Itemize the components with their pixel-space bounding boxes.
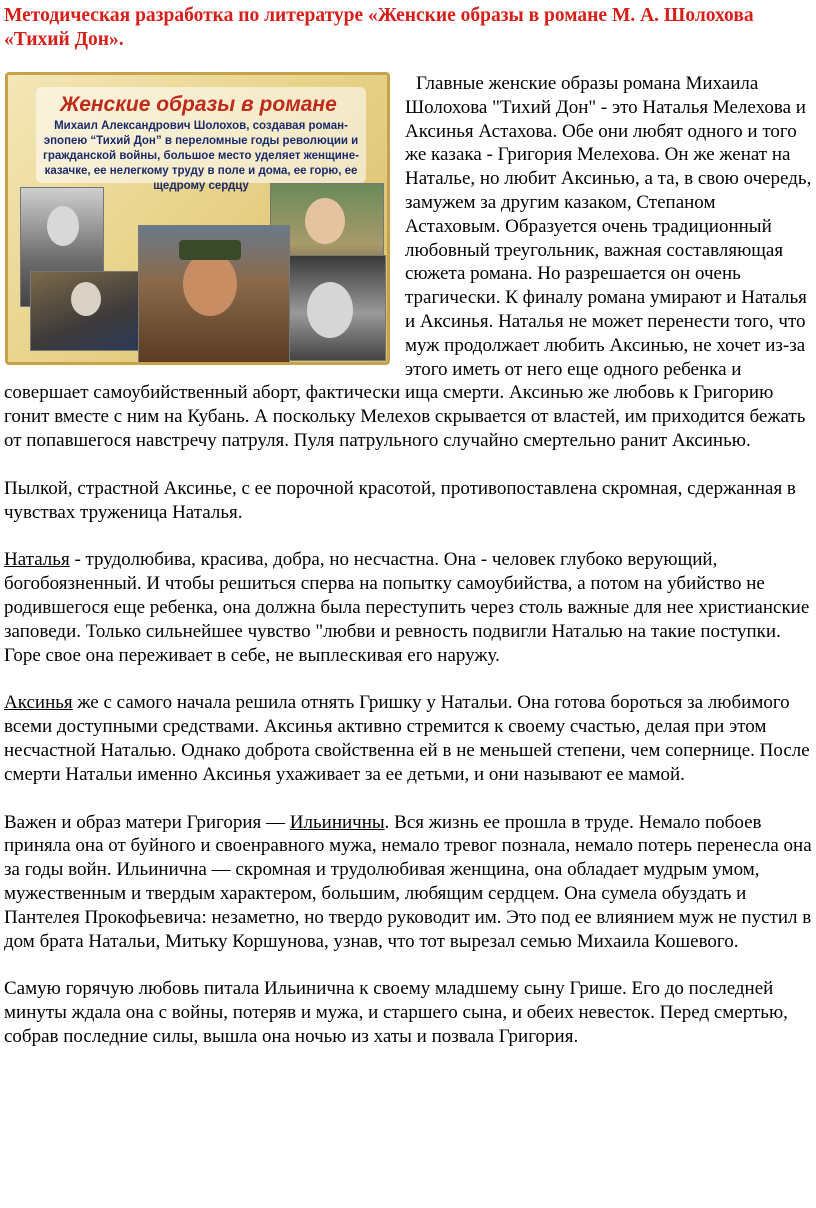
paragraph-ilyinichna xyxy=(4,811,812,954)
link-natalya[interactable]: Наталья xyxy=(4,549,70,571)
link-aksinya[interactable]: Аксинья xyxy=(4,692,73,714)
paragraph-contrast: Пылкой, страстной Аксинье, с ее порочной красотой, противопоставлена скромная, сдержанная в чувствах труженица Наталья. xyxy=(4,477,796,523)
article-body xyxy=(4,72,812,1073)
paragraph-ilyinichna-text: . Вся жизнь ее прошла в труде. Немало побоев приняла она от буйного и своенравного мужа, немало тревог познала, немало потерь перенесла она за годы войн. Ильинична — скромная и трудолюбивая женщина, она обладает мудрым умом, мужественным и твердым характером, большим, любящим сердцем. Она сумела обуздать и Пантелея Прокофьевича: незаметно, но твердо руководит им. Это под ее влиянием муж не пустил в дом брата Натальи, Митьку Коршунова, узнав, что тот вырезал семью Михаила Кошевого. xyxy=(4,811,812,952)
collage-caption: Михаил Александрович Шолохов, создавая роман-эпопею “Тихий Дон” в переломные годы революции и гражданской войны, большое место уделяет женщине-казачке, ее нелегкому труду в поле и дома, ее горю, ее щедрому сердцу xyxy=(43,120,359,192)
collage-heading: Женские образы в романе xyxy=(60,93,337,116)
paragraph-ilyinichna-start: Важен и образ матери Григория — xyxy=(4,811,290,833)
paragraph-natalya-text: - трудолюбива, красива, добра, но несчастна. Она - человек глубоко верующий, богобоязненный. И чтобы решиться сперва на попытку самоубийства, а потом на убийство не родившегося еще ребенка, она должна была переступить через столь важные для нее христианские заповеди. Только сильнейшее чувство "любви и ревность подвигли Наталью на такие поступки. Горе свое она переживает в себе, не выплескивая его наружу. xyxy=(4,549,810,666)
paragraph-natalya xyxy=(4,548,812,667)
paragraph-aksinya xyxy=(4,691,812,786)
paragraph-aksinya-text: же с самого начала решила отнять Гришку у Натальи. Она готова бороться за любимого всеми доступными средствами. Аксинья активно стремится к своему счастью, делая при этом несчастной Наталью. Однако доброта свойственна ей в не меньшей степени, чем сопернице. После смерти Натальи именно Аксинья ухаживает за ее детьми, и они называют ее мамой. xyxy=(4,692,810,785)
link-ilyinichna[interactable]: Ильиничны xyxy=(289,811,385,833)
paragraph-final: Самую горячую любовь питала Ильинична к своему младшему сыну Грише. Его до последней минуты ждала она с войны, потеряв и мужа, и старшего сына, и обеих невесток. Перед смертью, собрав последние силы, вышла она ночью из хаты и позвала Григория. xyxy=(4,978,788,1047)
document-title: Методическая разработка по литературе «Женские образы в романе М. А. Шолохова «Тихий Дон». xyxy=(4,5,754,50)
paragraph-intro: Главные женские образы романа Михаила Шолохова "Тихий Дон" - это Наталья Мелехова и Аксинья Астахова. Обе они любят одного и того же казака - Григория Мелехова. Он же женат на Наталье, но любит Аксинью, а та, в свою очередь, замужем за другим казаком, Степаном Астаховым. Образуется очень традиционный любовный треугольник, важная составляющая сюжета романа. Но разрешается он очень трагически. К финалу романа умирают и Наталья и Аксинья. Наталья не может перенести того, что муж продолжает любить Аксинью, не хочет из-за этого иметь от него еще одного ребенка и совершает самоубийственный аборт, фактически ища смерти. Аксинью же любовь к Григорию гонит вместе с ним на Кубань. А поскольку Мелехов скрывается от властей, им приходится бежать от попавшегося навстречу патруля. Пуля патрульного случайно смертельно ранит Аксинью. xyxy=(4,73,812,451)
